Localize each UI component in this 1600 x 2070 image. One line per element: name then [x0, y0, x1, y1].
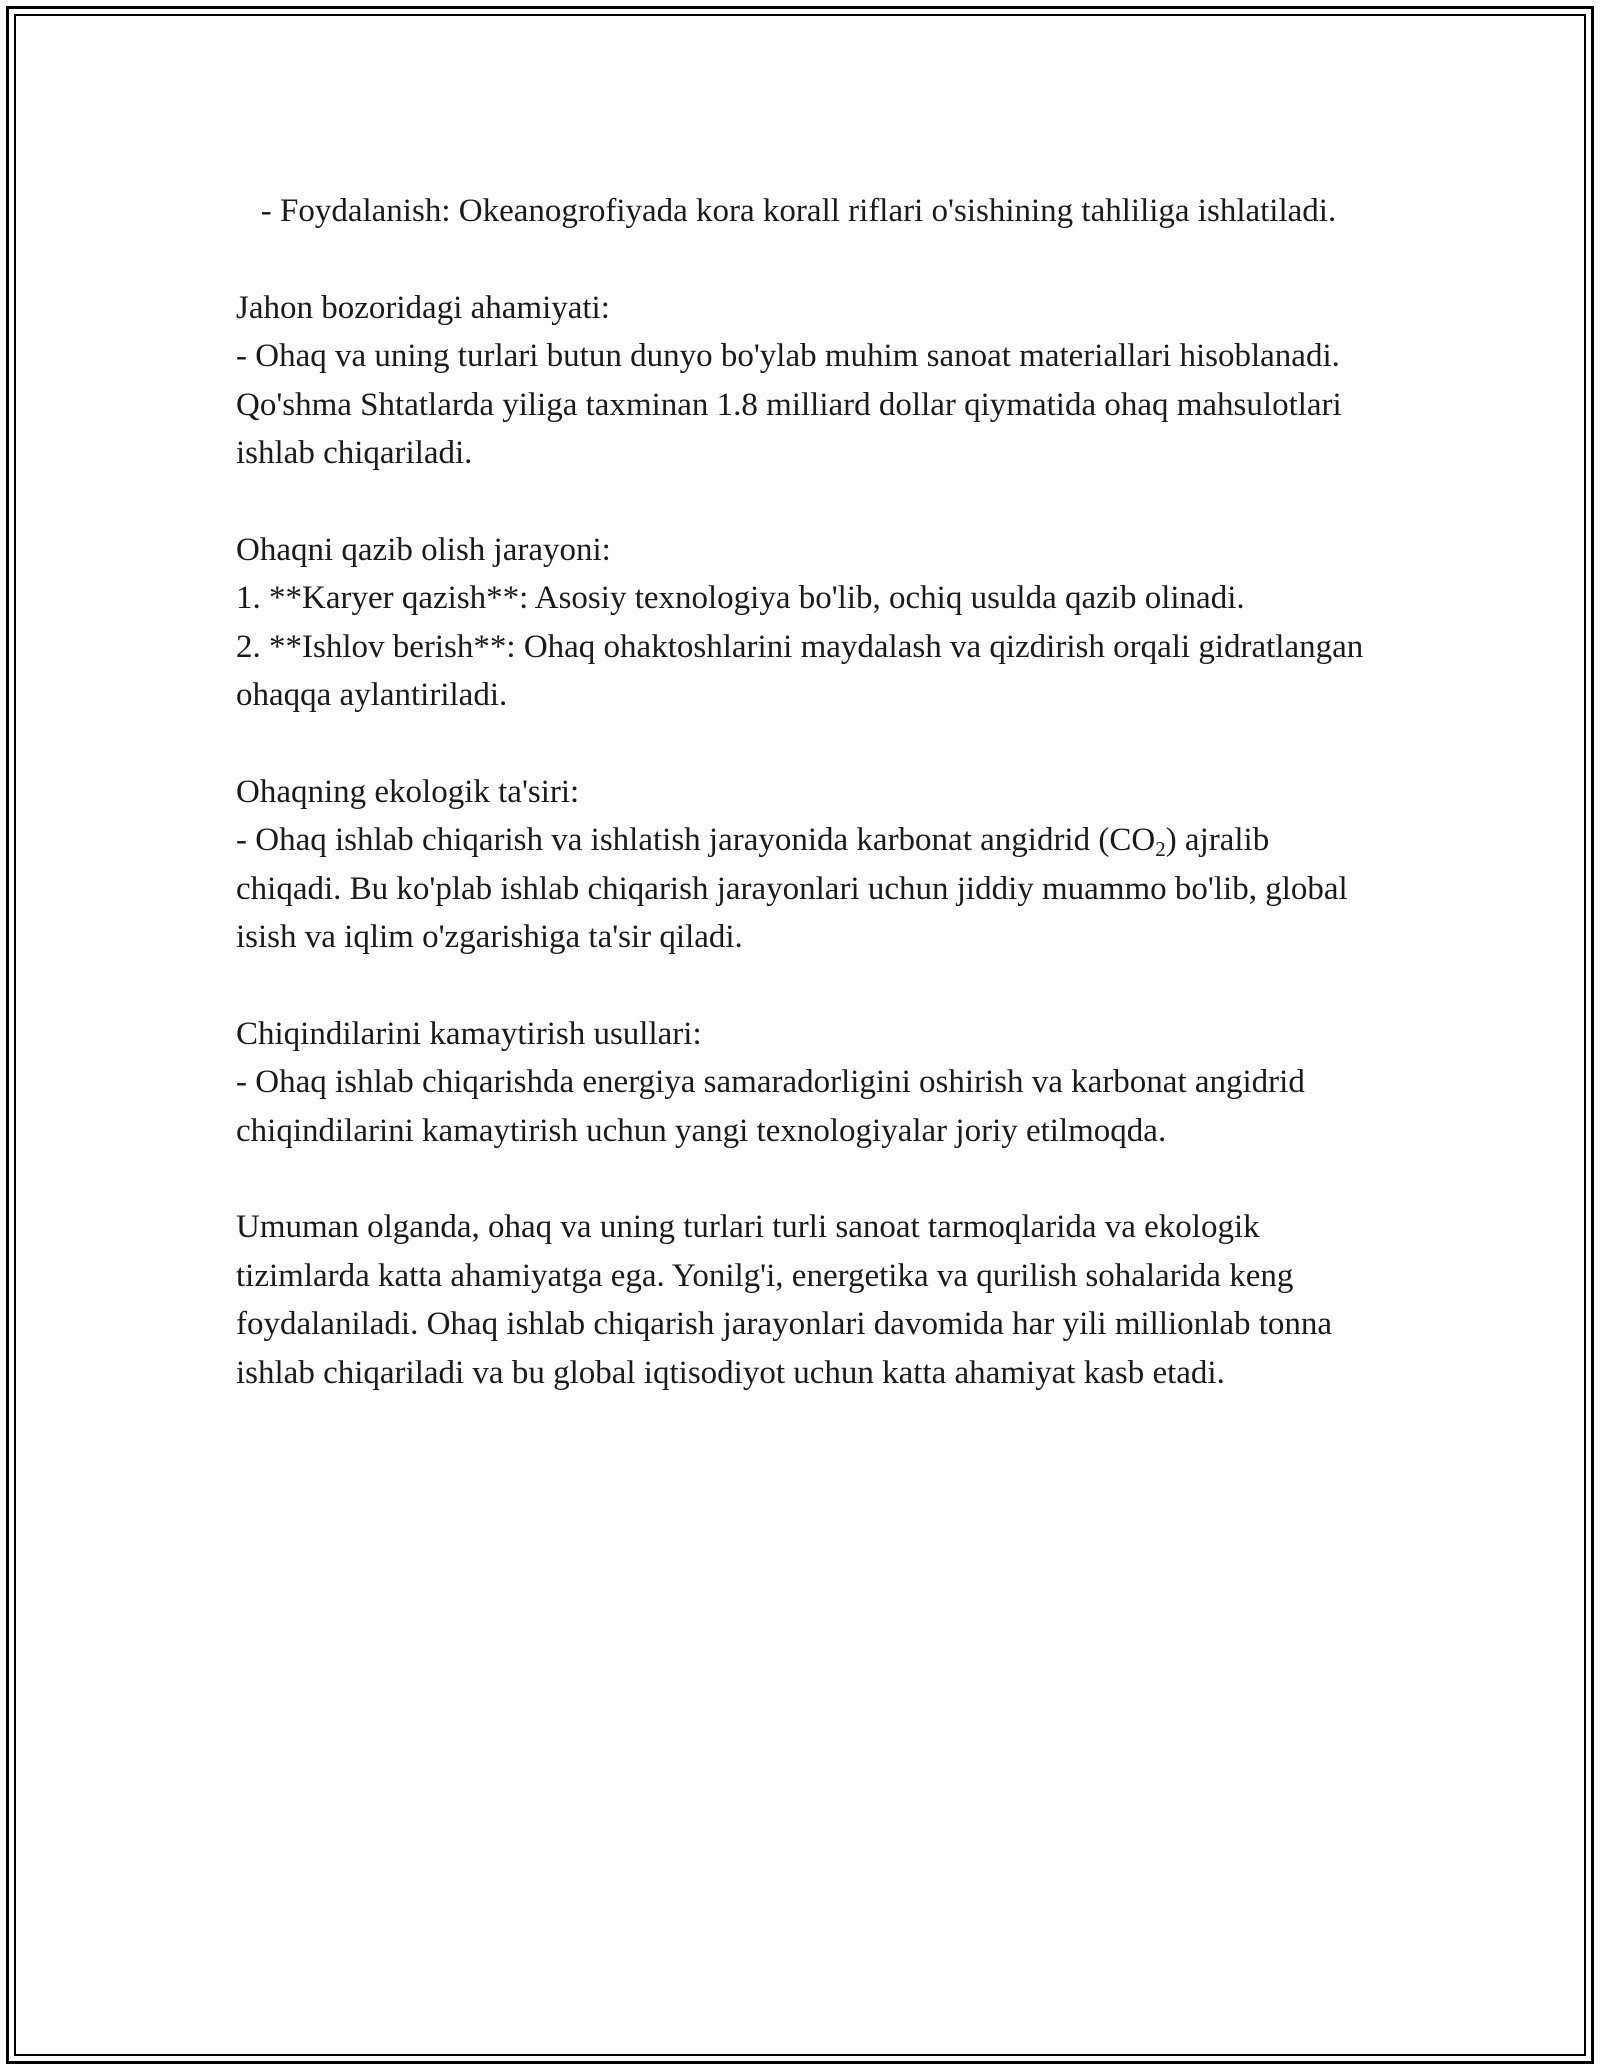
paragraph-gap: [236, 719, 1376, 767]
document-body: [236, 187, 1376, 1397]
paragraph-gap: [236, 1155, 1376, 1203]
market-heading: Jahon bozoridagi ahamiyati:: [236, 289, 610, 326]
extraction-item: 1. **Karyer qazish**: Asosiy texnologiya bo'lib, ochiq usulda qazib olinadi.: [236, 580, 1245, 617]
usage-paragraph: - Foydalanish: Okeanogrofiyada kora korall riflari o'sishining tahliliga ishlatiladi.: [236, 193, 1337, 229]
paragraph-gap: [236, 477, 1376, 525]
ecology-paragraph: [236, 816, 1376, 961]
ecology-text-before: - Ohaq ishlab chiqarish va ishlatish jarayonida karbonat angidrid (CO: [236, 822, 1156, 859]
paragraph-gap: [236, 235, 1376, 283]
waste-paragraph: - Ohaq ishlab chiqarishda energiya samaradorligini oshirish va karbonat angidrid chiqindilarini kamaytirish uchun yangi texnologiyalar joriy etilmoqda.: [236, 1064, 1314, 1149]
paragraph-gap: [236, 961, 1376, 1009]
extraction-item: 2. **Ishlov berish**: Ohaq ohaktoshlarini maydalash va qizdirish orqali gidratlangan ohaqqa aylantiriladi.: [236, 628, 1372, 714]
waste-heading: Chiqindilarini kamaytirish usullari:: [236, 1015, 702, 1052]
conclusion-paragraph: Umuman olganda, ohaq va uning turlari turli sanoat tarmoqlarida va ekologik tizimlarda katta ahamiyatga ega. Yonilg'i, energetika va qurilish sohalarida keng foydalaniladi. Ohaq ishlab chiqarish jarayonlari davomida har yili millionlab tonna ishlab chiqariladi va bu global iqtisodiyot uchun katta ahamiyat kasb etadi.: [236, 1209, 1341, 1391]
ecology-heading: Ohaqning ekologik ta'siri:: [236, 773, 580, 810]
extraction-heading: Ohaqni qazib olish jarayoni:: [236, 531, 611, 568]
ecology-text-after: ) ajralib chiqadi. Bu ko'plab ishlab chiqarish jarayonlari uchun jiddiy muammo bo'lib, global isish va iqlim o'zgarishiga ta'sir qiladi.: [236, 822, 1356, 956]
market-paragraph: - Ohaq va uning turlari butun dunyo bo'ylab muhim sanoat materiallari hisoblanadi. Qo'shma Shtatlarda yiliga taxminan 1.8 milliard dollar qiymatida ohaq mahsulotlari ishlab chiqariladi.: [236, 338, 1350, 472]
co2-subscript: 2: [1155, 837, 1166, 862]
